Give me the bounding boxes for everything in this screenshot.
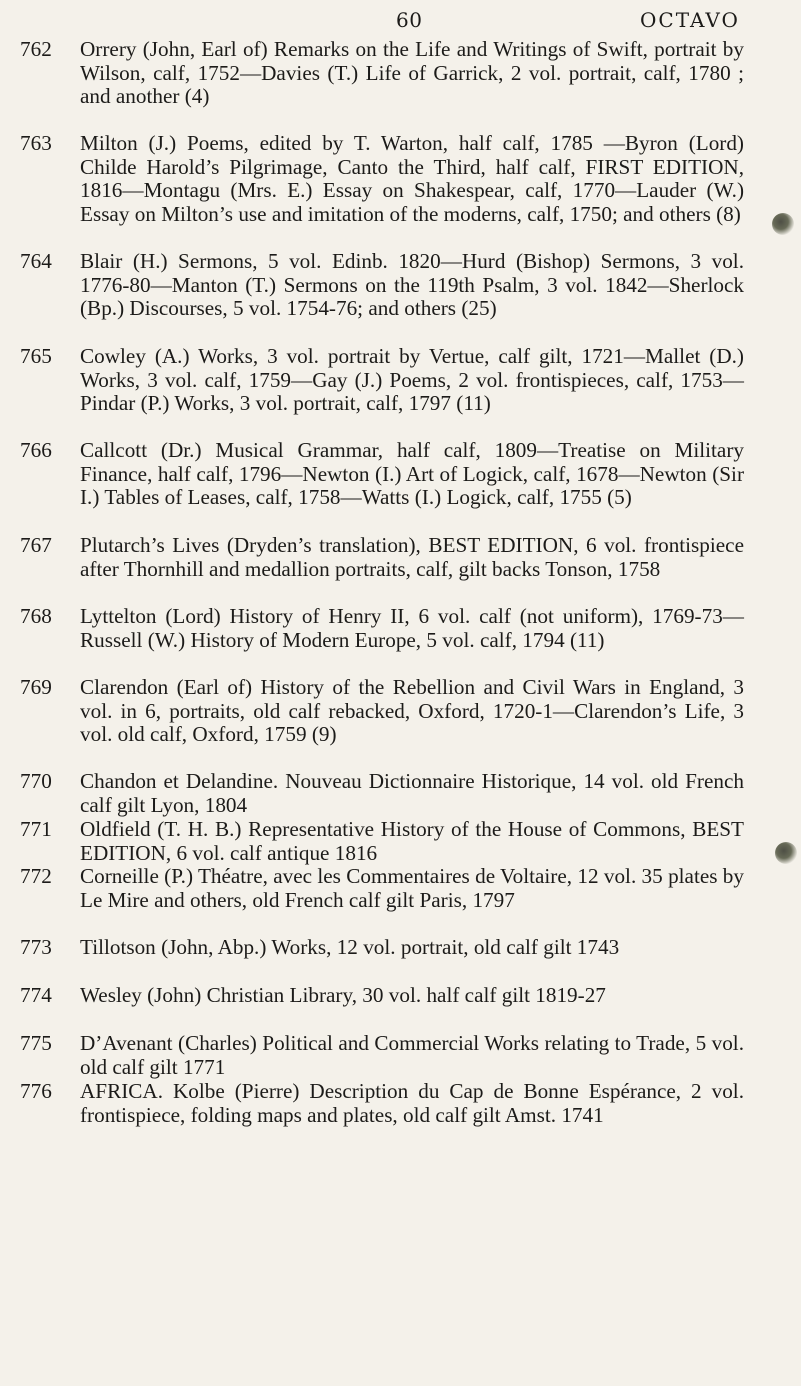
catalogue-entry bbox=[0, 1032, 744, 1080]
entry-text: Plutarch’s Lives (Dryden’s translation), BEST EDITION, 6 vol. frontispiece after Thornhill and medallion portraits, calf, gilt backs Tonson, 1758 bbox=[80, 533, 744, 581]
lot-number: 775 bbox=[20, 1031, 52, 1055]
entry-text: Tillotson (John, Abp.) Works, 12 vol. portrait, old calf gilt 1743 bbox=[80, 935, 620, 959]
catalogue-entry bbox=[0, 605, 744, 676]
entry-text: D’Avenant (Charles) Political and Commercial Works relating to Trade, 5 vol. old calf gilt 1771 bbox=[80, 1031, 744, 1079]
lot-number: 774 bbox=[20, 983, 52, 1007]
lot-number: 776 bbox=[20, 1079, 52, 1103]
entry-text: AFRICA. Kolbe (Pierre) Description du Cap de Bonne Espérance, 2 vol. frontispiece, folding maps and plates, old calf gilt Amst. 1741 bbox=[80, 1079, 744, 1127]
ink-blot-mark bbox=[772, 213, 794, 235]
catalogue-entry bbox=[0, 936, 744, 984]
page-header bbox=[0, 8, 801, 36]
lot-number: 770 bbox=[20, 769, 52, 793]
catalogue-entry bbox=[0, 676, 744, 770]
lot-number: 769 bbox=[20, 675, 52, 699]
entry-text: Lyttelton (Lord) History of Henry II, 6 vol. calf (not uniform), 1769-73—Russell (W.) History of Modern Europe, 5 vol. calf, 1794 (11) bbox=[80, 604, 744, 652]
entry-text: Callcott (Dr.) Musical Grammar, half calf, 1809—Treatise on Military Finance, half calf, 1796—Newton (I.) Art of Logick, calf, 1678—Newton (Sir I.) Tables of Leases, calf, 1758—Watts (I.) Logick, calf, 1755 (5) bbox=[80, 438, 744, 510]
lot-number: 762 bbox=[20, 37, 52, 61]
catalogue-entry bbox=[0, 1080, 744, 1152]
catalogue-entry bbox=[0, 250, 744, 345]
catalogue-entry bbox=[0, 984, 744, 1032]
section-title: OCTAVO bbox=[640, 8, 740, 32]
entry-text: Blair (H.) Sermons, 5 vol. Edinb. 1820—Hurd (Bishop) Sermons, 3 vol. 1776-80—Manton (T.) Sermons on the 119th Psalm, 3 vol. 1842—Sherlock (Bp.) Discourses, 5 vol. 1754-76; and others (25) bbox=[80, 249, 744, 321]
entry-text: Clarendon (Earl of) History of the Rebellion and Civil Wars in England, 3 vol. in 6, portraits, old calf rebacked, Oxford, 1720-1—Clarendon’s Life, 3 vol. old calf, Oxford, 1759 (9) bbox=[80, 675, 744, 747]
lot-number: 773 bbox=[20, 935, 52, 959]
catalogue-entry bbox=[0, 38, 744, 132]
lot-number: 771 bbox=[20, 817, 52, 841]
lot-number: 764 bbox=[20, 249, 52, 273]
page-number: 60 bbox=[396, 8, 423, 32]
catalogue-entry bbox=[0, 534, 744, 605]
entry-text: Cowley (A.) Works, 3 vol. portrait by Vertue, calf gilt, 1721—Mallet (D.) Works, 3 vol. calf, 1759—Gay (J.) Poems, 2 vol. frontispieces, calf, 1753—Pindar (P.) Works, 3 vol. portrait, calf, 1797 (11) bbox=[80, 344, 744, 416]
catalogue-entry bbox=[0, 865, 744, 936]
lot-number: 767 bbox=[20, 533, 52, 557]
entry-text: Oldfield (T. H. B.) Representative History of the House of Commons, BEST EDITION, 6 vol. calf antique 1816 bbox=[80, 817, 744, 865]
catalogue-entry bbox=[0, 132, 744, 250]
catalogue-entry bbox=[0, 770, 744, 818]
lot-number: 772 bbox=[20, 864, 52, 888]
catalogue-entry bbox=[0, 818, 744, 865]
entry-text: Orrery (John, Earl of) Remarks on the Life and Writings of Swift, portrait by Wilson, calf, 1752—Davies (T.) Life of Garrick, 2 vol. portrait, calf, 1780 ; and another (4) bbox=[80, 37, 744, 109]
entry-text: Corneille (P.) Théatre, avec les Commentaires de Voltaire, 12 vol. 35 plates by Le Mire and others, old French calf gilt Paris, 1797 bbox=[80, 864, 744, 912]
catalogue-entry bbox=[0, 345, 744, 439]
lot-number: 763 bbox=[20, 131, 52, 155]
ink-blot-mark bbox=[775, 842, 797, 864]
catalogue-entry bbox=[0, 439, 744, 534]
catalogue-entries bbox=[0, 38, 801, 1152]
entry-text: Wesley (John) Christian Library, 30 vol. half calf gilt 1819-27 bbox=[80, 983, 606, 1007]
entry-text: Milton (J.) Poems, edited by T. Warton, half calf, 1785 —Byron (Lord) Childe Harold’s Pilgrimage, Canto the Third, half calf, FIRST EDITION, 1816—Montagu (Mrs. E.) Essay on Shakespear, calf, 1770—Lauder (W.) Essay on Milton’s use and imitation of the moderns, calf, 1750; and others (8) bbox=[80, 131, 744, 226]
lot-number: 766 bbox=[20, 438, 52, 462]
entry-text: Chandon et Delandine. Nouveau Dictionnaire Historique, 14 vol. old French calf gilt Lyon, 1804 bbox=[80, 769, 744, 817]
lot-number: 768 bbox=[20, 604, 52, 628]
lot-number: 765 bbox=[20, 344, 52, 368]
